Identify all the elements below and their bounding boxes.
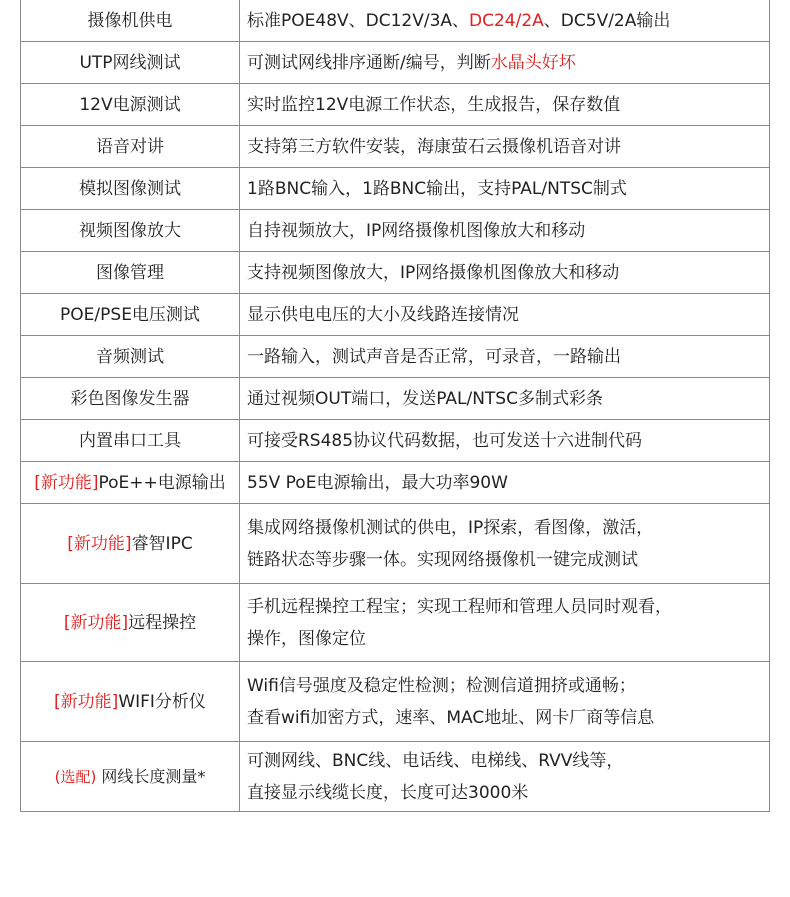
table-row xyxy=(21,336,770,378)
table-row xyxy=(21,462,770,504)
table-row xyxy=(21,126,770,168)
feature-value xyxy=(240,42,770,84)
feature-name xyxy=(21,742,240,812)
feature-value: 支持第三方软件安装，海康萤石云摄像机语音对讲 xyxy=(240,126,770,168)
new-feature-badge: [新功能] xyxy=(67,533,132,554)
value-line: Wifi信号强度及稳定性检测；检测信道拥挤或通畅； xyxy=(247,675,636,696)
feature-name xyxy=(21,662,240,742)
feature-name: 彩色图像发生器 xyxy=(21,378,240,420)
table-row xyxy=(21,294,770,336)
feature-name: 12V电源测试 xyxy=(21,84,240,126)
feature-name: 音频测试 xyxy=(21,336,240,378)
table-row xyxy=(21,168,770,210)
value-line: 操作，图像定位 xyxy=(247,628,366,649)
value-text: 、DC5V/2A输出 xyxy=(543,10,671,31)
table-row xyxy=(21,584,770,662)
feature-value xyxy=(240,0,770,42)
feature-value xyxy=(240,742,770,812)
feature-name-text: 远程操控 xyxy=(128,612,197,633)
table-row xyxy=(21,210,770,252)
feature-name xyxy=(21,462,240,504)
value-line: 链路状态等步骤一体。实现网络摄像机一键完成测试 xyxy=(247,549,638,570)
optional-badge: (选配) xyxy=(54,767,97,786)
value-line: 直接显示线缆长度，长度可达3000米 xyxy=(247,782,529,803)
value-highlight: DC24/2A xyxy=(469,10,544,31)
spec-table xyxy=(20,0,770,812)
table-row xyxy=(21,662,770,742)
table-row xyxy=(21,84,770,126)
table-row xyxy=(21,742,770,812)
value-line: 查看wifi加密方式，速率、MAC地址、网卡厂商等信息 xyxy=(247,707,655,728)
new-feature-badge: [新功能] xyxy=(54,691,119,712)
new-feature-badge: [新功能] xyxy=(34,472,99,493)
feature-name xyxy=(21,584,240,662)
feature-value xyxy=(240,662,770,742)
table-row xyxy=(21,504,770,584)
table-row xyxy=(21,0,770,42)
feature-name-text: 睿智IPC xyxy=(131,533,193,554)
table-row xyxy=(21,42,770,84)
value-line: 可测网线、BNC线、电话线、电梯线、RVV线等， xyxy=(247,750,624,771)
feature-value: 55V PoE电源输出，最大功率90W xyxy=(240,462,770,504)
new-feature-badge: [新功能] xyxy=(63,612,129,633)
feature-name-text: 网线长度测量* xyxy=(96,766,206,786)
feature-name: 视频图像放大 xyxy=(21,210,240,252)
feature-name: POE/PSE电压测试 xyxy=(21,294,240,336)
table-row xyxy=(21,252,770,294)
feature-value: 可接受RS485协议代码数据，也可发送十六进制代码 xyxy=(240,420,770,462)
feature-value: 1路BNC输入，1路BNC输出，支持PAL/NTSC制式 xyxy=(240,168,770,210)
value-text: 标准POE48V、DC12V/3A、 xyxy=(247,10,470,31)
feature-value: 一路输入，测试声音是否正常，可录音，一路输出 xyxy=(240,336,770,378)
feature-value: 支持视频图像放大，IP网络摄像机图像放大和移动 xyxy=(240,252,770,294)
feature-name: 图像管理 xyxy=(21,252,240,294)
feature-value xyxy=(240,504,770,584)
feature-name xyxy=(21,504,240,584)
feature-value: 显示供电电压的大小及线路连接情况 xyxy=(240,294,770,336)
feature-value: 自持视频放大，IP网络摄像机图像放大和移动 xyxy=(240,210,770,252)
feature-name: 摄像机供电 xyxy=(21,0,240,42)
feature-name: 内置串口工具 xyxy=(21,420,240,462)
feature-value: 实时监控12V电源工作状态，生成报告，保存数值 xyxy=(240,84,770,126)
value-text: 可测试网线排序通断/编号，判断 xyxy=(247,52,491,73)
value-line: 手机远程操控工程宝；实现工程师和管理人员同时观看， xyxy=(247,596,672,617)
feature-value: 通过视频OUT端口，发送PAL/NTSC多制式彩条 xyxy=(240,378,770,420)
feature-value xyxy=(240,584,770,662)
feature-name: 模拟图像测试 xyxy=(21,168,240,210)
feature-name: 语音对讲 xyxy=(21,126,240,168)
table-row xyxy=(21,378,770,420)
feature-name-text: WIFI分析仪 xyxy=(118,691,206,712)
feature-name: UTP网线测试 xyxy=(21,42,240,84)
value-highlight: 水晶头好坏 xyxy=(490,52,576,73)
value-line: 集成网络摄像机测试的供电，IP探索，看图像，激活， xyxy=(247,517,654,538)
table-row xyxy=(21,420,770,462)
feature-name-text: PoE++电源输出 xyxy=(98,472,226,493)
